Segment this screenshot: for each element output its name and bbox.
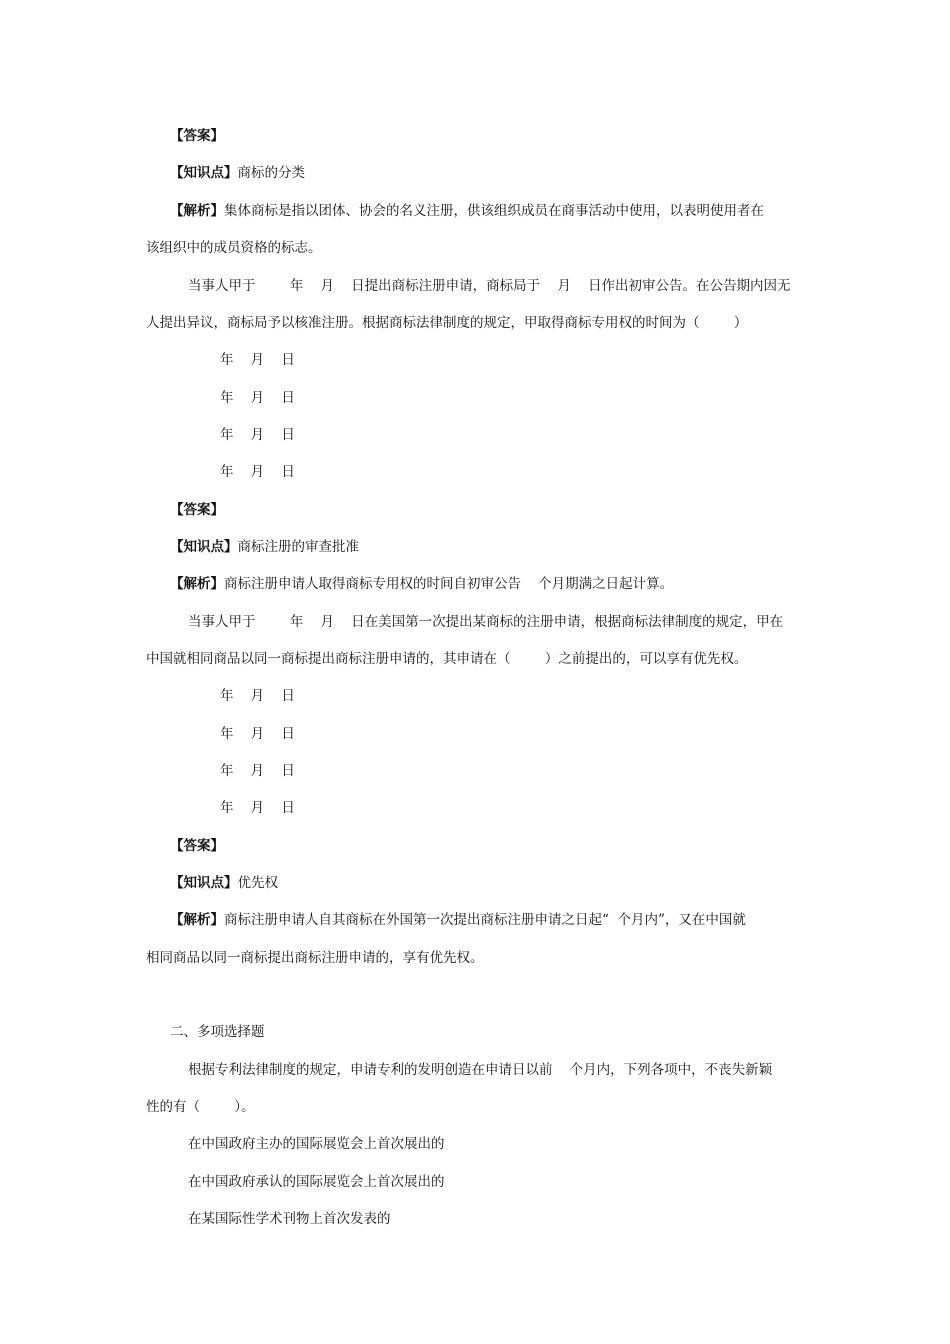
q2-analysis-line-1 [170,574,673,594]
q1-answer-label: 【答案】 [170,128,224,144]
s2-stem-line-1: 根据专利法律制度的规定，申请专利的发明创造在申请日以前 个月内，下列各项中，不丧失新颖 [188,1062,773,1078]
q1-kp-text: 商标的分类 [237,165,305,181]
q2-kp-text: 商标注册的审查批准 [237,539,359,555]
s2-option: 在中国政府主办的国际展览会上首次展出的 [188,1136,445,1152]
q3-analysis-text-1: 商标注册申请人自其商标在外国第一次提出商标注册申请之日起“ 个月内”，又在中国就 [224,912,746,928]
q3-stem-line-1: 当事人甲于 年 月 日在美国第一次提出某商标的注册申请，根据商标法律制度的规定，甲在 [188,614,784,630]
q1-kp-label: 【知识点】 [170,165,238,181]
q3-analysis-label: 【解析】 [170,912,224,928]
s2-stem-line-2: 性的有（ ）。 [146,1099,255,1115]
q3-analysis-line-1 [170,910,746,930]
q2-stem-line-1: 当事人甲于 年 月 日提出商标注册申请，商标局于 月 日作出初审公告。在公告期内因无 [188,278,791,294]
q3-answer-label: 【答案】 [170,838,224,854]
q2-option: 年 月 日 [220,427,295,443]
s2-option: 在某国际性学术刊物上首次发表的 [188,1211,391,1227]
q2-answer-label: 【答案】 [170,502,224,518]
q2-knowledge-point [170,537,359,557]
q3-option: 年 月 日 [220,726,295,742]
q1-knowledge-point [170,163,305,183]
q1-analysis-line-2: 该组织中的成员资格的标志。 [146,240,322,256]
q3-analysis-line-2: 相同商品以同一商标提出商标注册申请的，享有优先权。 [146,950,484,966]
q3-option: 年 月 日 [220,800,295,816]
q2-stem-line-2: 人提出异议，商标局予以核准注册。根据商标法律制度的规定，甲取得商标专用权的时间为（ ） [146,315,748,331]
q3-kp-text: 优先权 [237,875,278,891]
q2-option: 年 月 日 [220,390,295,406]
q2-analysis-text-1: 商标注册申请人取得商标专用权的时间自初审公告 个月期满之日起计算。 [224,576,674,592]
q2-option: 年 月 日 [220,464,295,480]
q3-knowledge-point [170,873,278,893]
q2-option: 年 月 日 [220,352,295,368]
q3-kp-label: 【知识点】 [170,875,238,891]
section-heading: 二、多项选择题 [170,1024,265,1040]
s2-option: 在中国政府承认的国际展览会上首次展出的 [188,1174,445,1190]
q2-analysis-label: 【解析】 [170,576,224,592]
q1-analysis-label: 【解析】 [170,203,224,219]
q1-analysis-line-1 [170,201,764,221]
q3-stem-line-2: 中国就相同商品以同一商标提出商标注册申请的，其申请在（ ）之前提出的，可以享有优先权。 [146,651,748,667]
q3-option: 年 月 日 [220,763,295,779]
q2-kp-label: 【知识点】 [170,539,238,555]
q3-option: 年 月 日 [220,688,295,704]
q1-analysis-text-1: 集体商标是指以团体、协会的名义注册，供该组织成员在商事活动中使用，以表明使用者在 [224,203,764,219]
